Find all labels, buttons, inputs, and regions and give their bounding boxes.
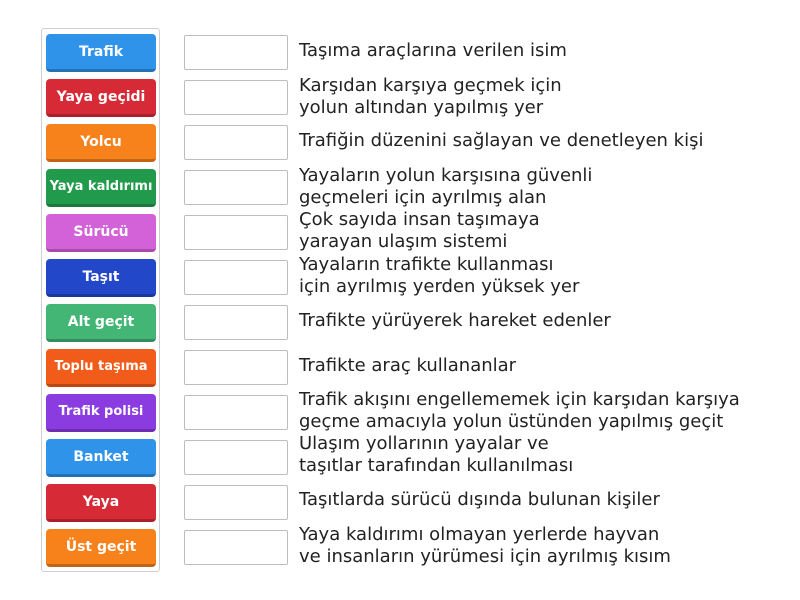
tile-yaya-kaldirimi[interactable]: Yaya kaldırımı (46, 169, 156, 207)
clue-line: taşıtlar tarafından kullanılması (299, 455, 574, 476)
clue-8 (299, 346, 794, 386)
tile-tasit[interactable]: Taşıt (46, 259, 156, 297)
clue-line: geçmeleri için ayrılmış alan (299, 187, 547, 208)
drop-box-4[interactable] (184, 170, 288, 205)
clue-6 (299, 254, 794, 298)
clue-line: yolun altından yapılmış yer (299, 97, 544, 118)
tile-surucu[interactable]: Sürücü (46, 214, 156, 252)
drop-box-7[interactable] (184, 305, 288, 340)
clue-11 (299, 480, 794, 520)
tile-ust-gecit[interactable]: Üst geçit (46, 529, 156, 567)
clue-line: Karşıdan karşıya geçmek için (299, 75, 562, 96)
clue-line: Taşıma araçlarına verilen isim (299, 40, 567, 61)
clue-2 (299, 75, 794, 119)
clue-5 (299, 209, 794, 253)
drop-box-12[interactable] (184, 530, 288, 565)
clue-line: Ulaşım yollarının yayalar ve (299, 433, 549, 454)
clue-line: Yayaların yolun karşısına güvenli (299, 165, 593, 186)
tile-trafik[interactable]: Trafik (46, 34, 156, 72)
clue-line: Yaya kaldırımı olmayan yerlerde hayvan (299, 524, 660, 545)
clue-line: Çok sayıda insan taşımaya (299, 209, 540, 230)
clue-line: Trafikte yürüyerek hareket edenler (299, 310, 611, 331)
drop-box-1[interactable] (184, 35, 288, 70)
clue-10 (299, 433, 794, 477)
tile-toplu-tasima[interactable]: Toplu taşıma (46, 349, 156, 387)
drop-box-2[interactable] (184, 80, 288, 115)
clue-line: Trafik akışını engellememek için karşıdan karşıya (299, 389, 740, 410)
tile-banket[interactable]: Banket (46, 439, 156, 477)
clue-9 (299, 389, 794, 433)
clue-line: yarayan ulaşım sistemi (299, 231, 508, 252)
clue-1 (299, 31, 794, 71)
clue-4 (299, 165, 794, 209)
drop-box-9[interactable] (184, 395, 288, 430)
clue-line: Yayaların trafikte kullanması (299, 254, 554, 275)
drop-box-6[interactable] (184, 260, 288, 295)
clue-7 (299, 301, 794, 341)
drop-box-8[interactable] (184, 350, 288, 385)
tile-trafik-polisi[interactable]: Trafik polisi (46, 394, 156, 432)
clue-line: Trafikte araç kullananlar (299, 355, 517, 376)
tile-yolcu[interactable]: Yolcu (46, 124, 156, 162)
drop-box-3[interactable] (184, 125, 288, 160)
drop-box-11[interactable] (184, 485, 288, 520)
tile-yaya-gecidi[interactable]: Yaya geçidi (46, 79, 156, 117)
tile-yaya[interactable]: Yaya (46, 484, 156, 522)
clue-3 (299, 121, 794, 161)
word-bank (41, 28, 160, 572)
clue-line: Taşıtlarda sürücü dışında bulunan kişiler (299, 489, 660, 510)
drop-box-10[interactable] (184, 440, 288, 475)
tile-alt-gecit[interactable]: Alt geçit (46, 304, 156, 342)
clue-line: ve insanların yürümesi için ayrılmış kısım (299, 546, 671, 567)
clue-line: geçme amacıyla yolun üstünden yapılmış geçit (299, 411, 724, 432)
clue-12 (299, 524, 794, 568)
clue-line: için ayrılmış yerden yüksek yer (299, 276, 580, 297)
drop-box-5[interactable] (184, 215, 288, 250)
clue-line: Trafiğin düzenini sağlayan ve denetleyen kişi (299, 130, 704, 151)
